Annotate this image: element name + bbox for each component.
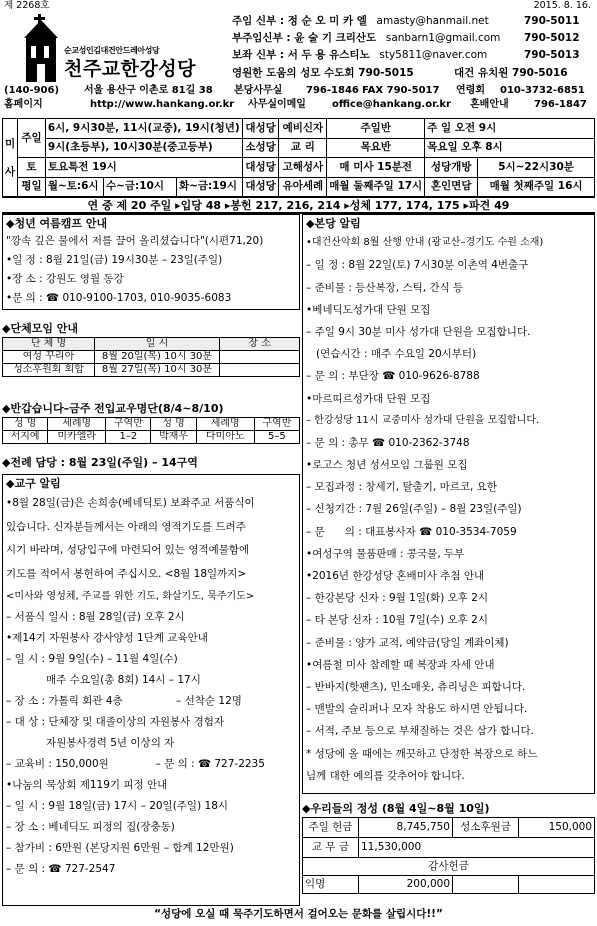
- fax-number: FAX 790-5017: [362, 85, 440, 96]
- notice-line: – 주일 9시 30분 미사 성가대 단원을 모집합니다.: [306, 325, 531, 338]
- notice-line: – 일 시 : 9월 9일(수) – 11월 4일(수): [6, 653, 178, 666]
- table-cell: 150,000: [519, 818, 595, 838]
- camp-line: •일 정 : 8월 21일(금) 19시30분 – 23일(주일): [6, 254, 223, 267]
- table-cell: 미카엘라: [48, 431, 106, 444]
- notice-line: – 교육비 : 150,000원 – 문 의 : ☎ 727-2235: [6, 758, 265, 771]
- office-phone: 796-1846: [306, 85, 359, 96]
- table-cell: [519, 876, 595, 894]
- staff-name: 윤 술 기 크리산도: [294, 32, 377, 44]
- section-title: ◆단체모임 안내: [2, 322, 79, 335]
- table-header: 일 시: [95, 338, 220, 351]
- notice-line: •2016년 한강성당 혼배미사 추첨 안내: [306, 570, 485, 582]
- logo-title: 천주교한강성당: [64, 58, 196, 80]
- wedding-phone: 796-1847: [534, 99, 587, 110]
- staff-name: 서 두 용 유스티노: [287, 49, 370, 61]
- parish-address: 서울 용산구 이촌로 81길 38: [84, 85, 213, 96]
- notice-line: – 서품식 일시 : 8월 28일(금) 오후 2시: [6, 611, 185, 624]
- notice-line: 기도를 적어서 봉헌하여 주십시오. <8월 18일까지>: [6, 567, 247, 580]
- header-bar: [0, 0, 597, 12]
- right-column: [302, 214, 595, 906]
- office-mail-label: 사무실이메일: [248, 99, 306, 110]
- mass-place: 대성당: [242, 119, 279, 139]
- table-cell: 성소후원회 회합: [3, 364, 95, 377]
- group-meeting-table: [2, 337, 300, 377]
- notice-line: – 일 시 : 9월 18일(금) 17시 – 20일(주일) 18시: [6, 800, 229, 813]
- table-cell: 주일 헌금: [303, 818, 359, 838]
- kinder-phone: 790-5016: [512, 67, 568, 79]
- logo-subtitle: 순교성인김대건안드레아성당: [64, 46, 160, 55]
- camp-line: "깡속 깊은 물에서 저를 끌어 올리셨습니다"(시편71,20): [6, 235, 264, 248]
- table-cell: 8월 20일(목) 10시 30분: [95, 351, 220, 364]
- mass-times: 화~금:19시: [176, 177, 242, 197]
- table-row: [303, 876, 595, 894]
- mass-day: 토: [18, 158, 46, 178]
- edu-class: 목요반: [327, 138, 425, 158]
- mass-day: 주일: [18, 119, 46, 158]
- mass-times: 토요특전 19시: [45, 158, 242, 178]
- mass-place: 대성당: [242, 158, 279, 178]
- staff-email: amasty@hanmail.net: [376, 15, 489, 27]
- table-cell: 다미아노: [196, 431, 254, 444]
- notice-line: 매주 수요일(총 8회) 14시 – 17시: [6, 674, 201, 687]
- notice-line: – 신청기간 : 7월 26일(주일) – 8월 23일(주일): [306, 503, 522, 516]
- notice-line: – 준비물 : 양가 교적, 예약금(당일 계좌이체): [306, 636, 509, 649]
- notice-line: •로고스 청년 성서모임 그룹원 모집: [306, 459, 468, 472]
- convent-phone: 790-5015: [358, 67, 414, 79]
- institutions-row: [232, 67, 414, 80]
- table-cell: 8월 27일(목) 10시 30분: [95, 364, 220, 377]
- notice-line: – 맨발의 슬리퍼나 모자 착용도 하시면 안됩니다.: [306, 703, 528, 716]
- notice-line: 있습니다. 신자분들께서는 아래의 영적기도를 드려주: [6, 520, 246, 533]
- edu-label: 예비신자: [279, 119, 327, 139]
- staff-role: 보좌 신부: [232, 49, 277, 61]
- homepage-label: 홈페이지: [4, 99, 43, 110]
- notice-line: •여성구역 물품판매 : 콩국물, 두부: [306, 547, 465, 560]
- staff-phone: 790-5012: [524, 32, 580, 44]
- infant-baptism-text: 매월 둘째주일 17시: [327, 177, 425, 197]
- camp-line: •장 소 : 강원도 영월 동강: [6, 273, 124, 286]
- notice-line: – 문 의 : 총무 ☎ 010-2362-3748: [306, 436, 470, 449]
- notice-line: – 한강성당 11시 교중미사 성가대 단원을 모집합니다.: [306, 414, 540, 426]
- staff-phone: 790-5013: [524, 49, 580, 61]
- table-header: 세례명: [48, 418, 106, 431]
- homepage-link[interactable]: http://www.hankang.or.kr: [90, 99, 235, 110]
- notice-line: – 반바지(핫팬츠), 민소매옷, 츄리닝은 피합니다.: [306, 680, 526, 693]
- table-cell: 교 무 금: [303, 838, 359, 858]
- notice-line: – 문 의 : ☎ 727-2547: [6, 863, 116, 876]
- issue-date: 2015. 8. 16.: [533, 0, 591, 11]
- table-row: [3, 364, 300, 377]
- camp-line: •문 의 : ☎ 010-9100-1703, 010-9035-6083: [6, 292, 232, 305]
- notice-line: – 문 의 : 부단장 ☎ 010-9626-8788: [306, 370, 480, 383]
- table-header: 구역반: [106, 418, 151, 431]
- notice-line: – 준비물 : 등산복장, 스틱, 간식 등: [306, 281, 464, 294]
- notice-line: <미사와 영성체, 주교를 위한 기도, 화살기도, 묵주기도>: [6, 591, 255, 603]
- notice-line: 님께 대한 예의를 갖추어야 합니다.: [306, 769, 465, 782]
- notice-line: – 모집과정 : 창세기, 탈출기, 마르코, 요한: [306, 481, 497, 494]
- edu-time: 주 일 오전 9시: [425, 119, 595, 139]
- offering-box: [302, 800, 595, 906]
- notice-line: •나눔의 묵상회 제119기 피정 안내: [6, 779, 168, 792]
- table-cell: 서지예: [3, 431, 48, 444]
- notice-line: – 문 의 : 대표봉사자 ☎ 010-3534-7059: [306, 525, 517, 538]
- table-row: [303, 818, 595, 838]
- staff-name: 정 순 오 미 카 엘: [287, 15, 367, 27]
- convent-name: 영원한 도움의 성모 수도회: [232, 67, 355, 79]
- mass-times: 6시, 9시30분, 11시(교중), 19시(청년): [45, 119, 242, 139]
- marriage-label: 혼인면담: [425, 177, 478, 197]
- notice-line: 시기 바라며, 성당입구에 마련되어 있는 영적예물함에: [6, 544, 250, 557]
- office-label: 본당사무실: [234, 85, 283, 96]
- wedding-label: 혼배안내: [470, 99, 509, 110]
- church-logo-icon: [20, 14, 60, 82]
- confession-text: 매 미사 15분전: [327, 158, 425, 178]
- mass-side-label: 미 사: [3, 119, 18, 197]
- section-title: ◆전례 담당 : 8월 23일(주일) – 14구역: [2, 456, 198, 469]
- staff-role: 주임 신부: [232, 15, 277, 27]
- mass-day: 평일: [18, 177, 46, 197]
- notice-line: – 장 소 : 가톨릭 회관 4층 – 선착순 12명: [6, 695, 242, 708]
- table-cell: [453, 876, 519, 894]
- notice-line: •베네딕도성가대 단원 모집: [306, 303, 431, 316]
- table-cell: 성소후원금: [453, 818, 519, 838]
- table-header: 단 체 명: [3, 338, 95, 351]
- staff-row: 보좌 신부 : 서 두 용 유스티노 sty5811@naver.com: [232, 49, 488, 61]
- notice-line: – 일 정 : 8월 22일(토) 7시30분 이촌역 4번출구: [306, 259, 529, 272]
- edu-label: 교 리: [279, 138, 327, 158]
- welcome-box: [2, 400, 300, 450]
- staff-phone: 790-5011: [524, 15, 580, 27]
- notice-line: •제14기 자원봉사 강사양성 1단계 교육안내: [6, 632, 208, 645]
- mass-times: 9시(초등부), 10시30분(중고등부): [45, 138, 242, 158]
- table-header: 장 소: [220, 338, 300, 351]
- notice-line: •여름철 미사 참례할 때 복장과 자세 안내: [306, 658, 495, 671]
- youth-phone: 010-3732-6851: [500, 85, 585, 96]
- mass-times: 월~토:6시: [45, 177, 103, 197]
- zip-code: (140-906): [4, 85, 60, 96]
- parish-notice-box: [302, 214, 595, 794]
- liturgy-duty-box: [2, 454, 300, 474]
- notice-line: •8월 28일(금)은 손희송(베네딕토) 보좌주교 서품식이: [6, 497, 255, 510]
- section-title: ◆우리들의 정성 (8월 4일~8월 10일): [302, 802, 490, 815]
- youth-label: 연령회: [456, 85, 485, 96]
- table-header: 세례명: [196, 418, 254, 431]
- staff-role: 부주임신부: [232, 32, 283, 44]
- sunday-liturgy-line: 연 중 제 20 주일 ▸입당 48 ▸봉헌 217, 216, 214 ▸성체 177, 174, 175 ▸파견 49: [2, 196, 595, 214]
- notice-line: •마르띠르성가대 단원 모집: [306, 392, 431, 405]
- notice-line: – 한강본당 신자 : 9월 1일(화) 오후 2시: [306, 592, 489, 605]
- infant-baptism-label: 유아세례: [279, 177, 327, 197]
- table-cell: 200,000: [359, 876, 453, 894]
- staff-email: sty5811@naver.com: [379, 49, 488, 61]
- mass-place: 소성당: [242, 138, 279, 158]
- table-header: 성 명: [3, 418, 48, 431]
- staff-row: 주임 신부 : 정 순 오 미 카 엘 amasty@hanmail.net: [232, 15, 489, 27]
- parish-logo: [20, 14, 240, 84]
- table-row: [3, 431, 300, 444]
- kinder-row: [454, 67, 568, 80]
- section-title: ◆본당 알림: [306, 217, 361, 230]
- diocese-notice-box: [2, 474, 300, 906]
- table-row: [303, 858, 595, 876]
- notice-line: 자원봉사경력 5년 이상의 자: [6, 737, 175, 750]
- notice-line: * 성당에 올 때에는 깨끗하고 단정한 복장으로 하느: [306, 747, 538, 760]
- notice-line: – 타 본당 신자 : 10월 7일(수) 오후 2시: [306, 614, 488, 627]
- table-cell: [220, 351, 300, 364]
- welcome-table: [2, 417, 300, 444]
- section-title: ◆교구 알림: [6, 477, 61, 490]
- mass-times: 수~금:10시: [103, 177, 176, 197]
- group-meeting-box: [2, 320, 300, 388]
- notice-line: – 대 상 : 단체장 및 대졸이상의 자원봉사 경험자: [6, 716, 225, 729]
- staff-row: 부주임신부 : 윤 술 기 크리산도 sanbarn1@gmail.com: [232, 32, 501, 44]
- section-title: ◆반갑습니다–금주 전입교우명단(8/4~8/10): [2, 402, 224, 415]
- table-cell: 감사헌금: [303, 858, 595, 876]
- youth-camp-box: [2, 214, 300, 310]
- section-title: ◆청년 여름캠프 안내: [6, 217, 108, 230]
- edu-class: 주일반: [327, 119, 425, 139]
- table-header: 구역반: [254, 418, 299, 431]
- notice-line: •대건산악회 8월 산행 안내 (광교산–경기도 수원 소재): [306, 237, 544, 249]
- table-row: [3, 351, 300, 364]
- table-cell: [220, 364, 300, 377]
- marriage-text: 매월 첫째주일 16시: [478, 177, 595, 197]
- table-cell: 박재우: [151, 431, 196, 444]
- table-cell: 여성 꾸리아: [3, 351, 95, 364]
- footer-slogan: “성당에 오실 때 묵주기도하면서 걸어오는 문화를 살립시다!!”: [154, 908, 443, 920]
- table-cell: 5–5: [254, 431, 299, 444]
- table-header: 성 명: [151, 418, 196, 431]
- table-row: [303, 838, 595, 858]
- mass-schedule-table: [2, 118, 595, 197]
- offering-table: [302, 817, 595, 894]
- church-open-text: 5시~22시30분: [478, 158, 595, 178]
- table-cell: 익명: [303, 876, 359, 894]
- table-cell: 11,530,000: [359, 838, 595, 858]
- kinder-name: 대건 유치원: [454, 67, 509, 79]
- notice-line: – 참가비 : 6만원 (본당지원 6만원 – 합계 12만원): [6, 842, 234, 855]
- mass-place: 대성당: [242, 177, 279, 197]
- left-column: [2, 214, 300, 906]
- staff-email: sanbarn1@gmail.com: [385, 32, 501, 44]
- notice-line: (연습시간 : 매주 수요일 20시부터): [306, 348, 477, 361]
- church-open-label: 성당개방: [425, 158, 478, 178]
- notice-line: – 서적, 주보 등으로 부채질하는 것은 삼가 합니다.: [306, 725, 535, 738]
- notice-line: – 장 소 : 베네딕도 피정의 집(장충동): [6, 821, 175, 834]
- edu-time: 목요일 오후 8시: [425, 138, 595, 158]
- table-cell: 8,745,750: [359, 818, 453, 838]
- confession-label: 고해성사: [279, 158, 327, 178]
- office-mail-link[interactable]: office@hankang.or.kr: [332, 99, 451, 110]
- issue-number: 제 2268호: [4, 0, 50, 11]
- table-cell: 1–2: [106, 431, 151, 444]
